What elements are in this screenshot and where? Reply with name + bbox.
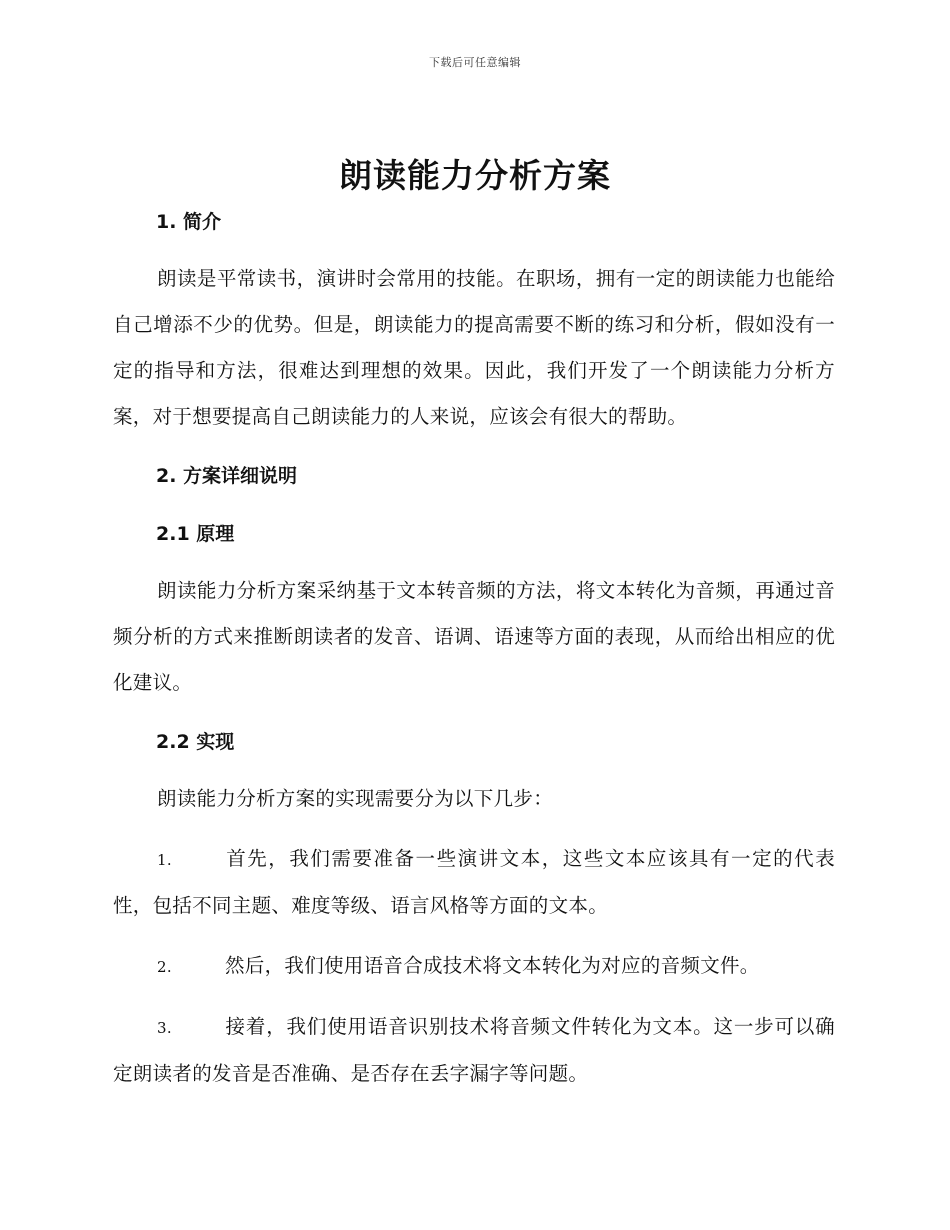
subsection-heading-principle: 2.1 原理 [156, 523, 235, 545]
list-item-text: 首先，我们需要准备一些演讲文本，这些文本应该具有一定的代表性，包括不同主题、难度等级、语言风格等方面的文本。 [113, 847, 835, 917]
document-title: 朗读能力分析方案 [339, 156, 611, 195]
list-item [113, 943, 835, 990]
intro-paragraph: 朗读是平常读书，演讲时会常用的技能。在职场，拥有一定的朗读能力也能给自己增添不少的优势。但是，朗读能力的提高需要不断的练习和分析，假如没有一定的指导和方法，很难达到理想的效果。因此，我们开发了一个朗读能力分析方案，对于想要提高自己朗读能力的人来说，应该会有很大的帮助。 [113, 267, 835, 428]
section-heading-intro: 1. 简介 [156, 211, 222, 233]
subsection-heading-implementation: 2.2 实现 [156, 731, 235, 753]
section-heading-details: 2. 方案详细说明 [156, 465, 298, 487]
list-number: 2. [157, 958, 172, 976]
list-number: 3. [157, 1019, 172, 1037]
list-number: 1. [157, 851, 172, 869]
list-item [113, 1004, 835, 1097]
list-item-text: 然后，我们使用语音合成技术将文本转化为对应的音频文件。 [225, 954, 760, 977]
implementation-intro: 朗读能力分析方案的实现需要分为以下几步： [157, 787, 554, 810]
list-item-text: 接着，我们使用语音识别技术将音频文件转化为文本。这一步可以确定朗读者的发音是否准确、是否存在丢字漏字等问题。 [113, 1015, 835, 1085]
list-item [113, 836, 835, 929]
principle-paragraph: 朗读能力分析方案采纳基于文本转音频的方法，将文本转化为音频，再通过音频分析的方式来推断朗读者的发音、语调、语速等方面的表现，从而给出相应的优化建议。 [113, 579, 835, 694]
header-note: 下载后可任意编辑 [429, 56, 521, 69]
document-body [113, 200, 835, 1097]
